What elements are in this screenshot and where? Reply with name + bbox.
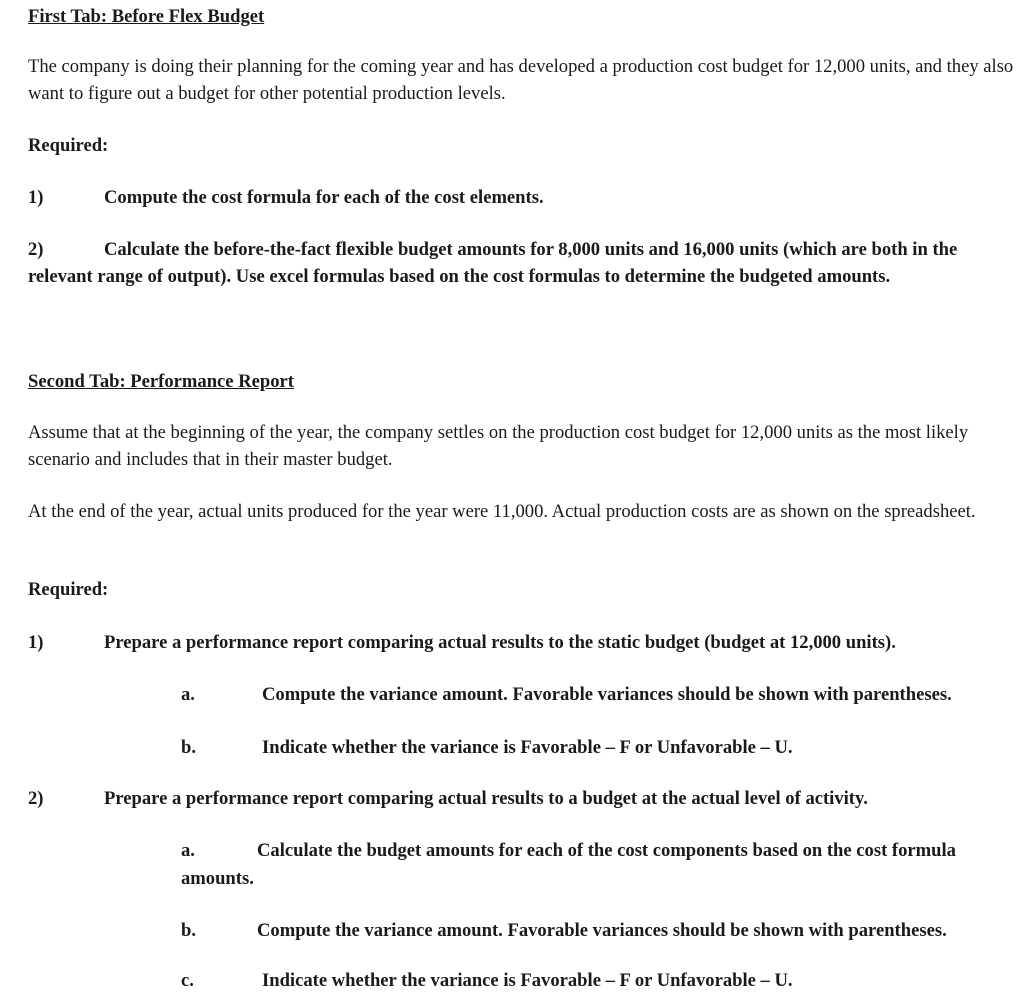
section1-paragraph: The company is doing their planning for the coming year and has developed a production cost budget for 12,000 units, and they also want to figure out a budget for other potential production levels. bbox=[28, 56, 1014, 104]
section1-item-2-text: Calculate the before-the-fact flexible budget amounts for 8,000 units and 16,000 units (which are both in the relevant range of output). Use excel formulas based on the cost formulas to determine the budgeted amounts. bbox=[28, 239, 958, 287]
section2-required-label: Required: bbox=[28, 579, 109, 600]
section1-item-2 bbox=[28, 236, 1020, 290]
section2-item-1-sub-a-text: Compute the variance amount. Favorable variances should be shown with parentheses. bbox=[262, 684, 952, 705]
section1-heading: First Tab: Before Flex Budget bbox=[28, 6, 265, 27]
section2-item-2-sub-c-text: Indicate whether the variance is Favorable – F or Unfavorable – U. bbox=[262, 970, 793, 991]
section2-heading: Second Tab: Performance Report bbox=[28, 371, 294, 392]
section2-item-1-sub-b-text: Indicate whether the variance is Favorable – F or Unfavorable – U. bbox=[262, 737, 793, 758]
section2-item-2-sub-c-letter: c. bbox=[181, 970, 194, 991]
section2-item-2-text: Prepare a performance report comparing actual results to a budget at the actual level of activity. bbox=[104, 788, 868, 809]
section2-item-1-sub-b-letter: b. bbox=[181, 737, 196, 758]
section2-paragraph-1: Assume that at the beginning of the year, the company settles on the production cost budget for 12,000 units as the most likely scenario and includes that in their master budget. bbox=[28, 422, 969, 470]
section2-item-2-number: 2) bbox=[28, 788, 44, 809]
section1-item-1-number: 1) bbox=[28, 187, 44, 208]
section1-item-1-text: Compute the cost formula for each of the cost elements. bbox=[104, 187, 544, 208]
section2-item-1-text: Prepare a performance report comparing actual results to the static budget (budget at 12,000 units). bbox=[104, 632, 896, 653]
section2-item-2-sub-b-letter: b. bbox=[181, 920, 196, 941]
section2-paragraph-2: At the end of the year, actual units produced for the year were 11,000. Actual production costs are as shown on the spreadsheet. bbox=[28, 501, 976, 522]
section1-item-2-number: 2) bbox=[28, 239, 44, 260]
section2-item-2-sub-b-text: Compute the variance amount. Favorable variances should be shown with parentheses. bbox=[257, 920, 947, 941]
section2-item-2-sub-a-continuation: amounts. bbox=[181, 868, 254, 889]
section2-item-1-number: 1) bbox=[28, 632, 44, 653]
section1-required-label: Required: bbox=[28, 135, 109, 156]
section1-item-1 bbox=[28, 184, 1020, 211]
section2-item-2 bbox=[28, 785, 1020, 812]
section2-item-2-sub-a-letter: a. bbox=[181, 840, 195, 861]
section2-item-2-sub-a-text: Calculate the budget amounts for each of the cost components based on the cost formula bbox=[257, 840, 956, 861]
section2-item-1-sub-a-letter: a. bbox=[181, 684, 195, 705]
section2-item-1 bbox=[28, 629, 1020, 656]
